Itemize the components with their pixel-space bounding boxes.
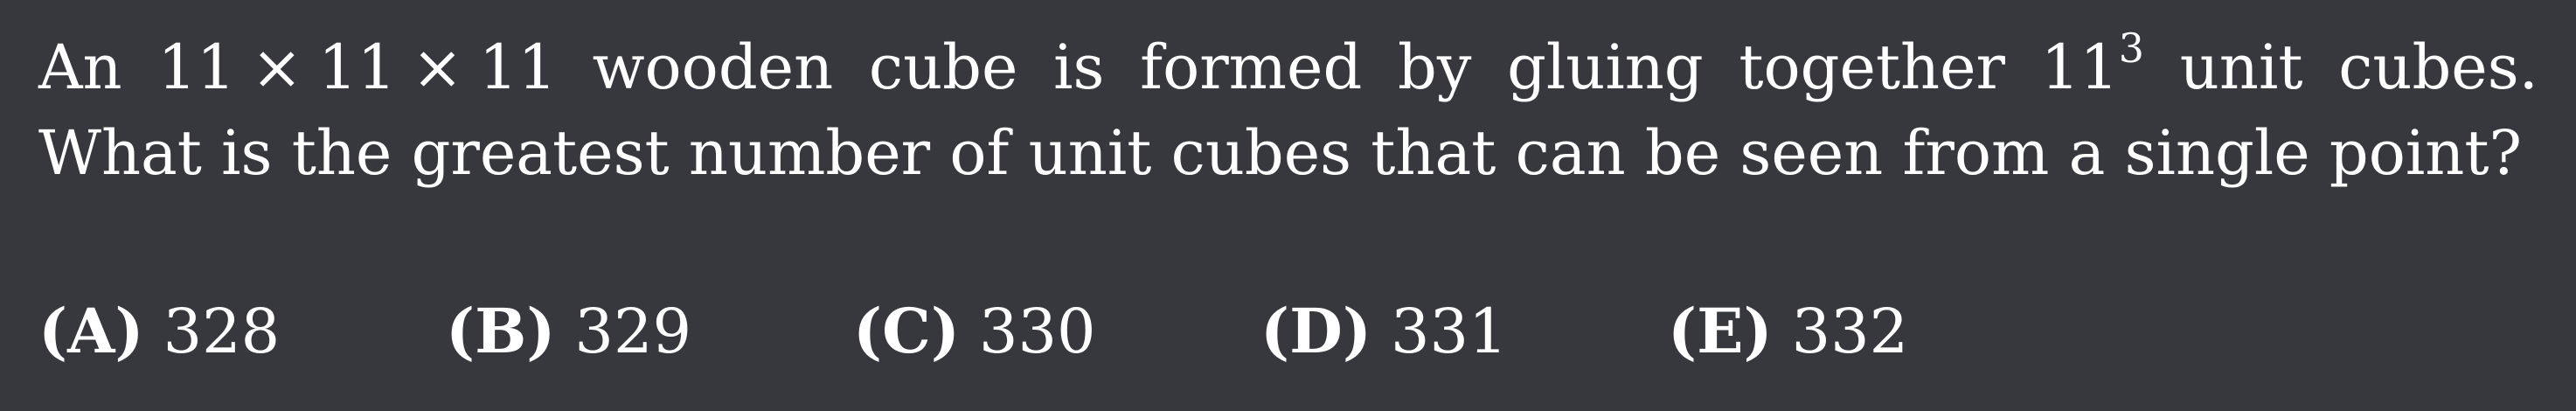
- choice-c[interactable]: [853, 292, 1260, 371]
- times-symbol: ×: [412, 31, 463, 103]
- word: cube: [868, 31, 1018, 103]
- times-symbol: ×: [251, 31, 303, 103]
- word: wooden: [592, 31, 834, 103]
- word: formed: [1140, 31, 1363, 103]
- choice-value: 332: [1791, 296, 1909, 367]
- choice-letter: (D): [1260, 295, 1371, 367]
- choice-value: 328: [163, 296, 281, 367]
- word: cubes.: [2338, 31, 2538, 103]
- question-line-2: What is the greatest number of unit cubes that can be seen from a single point?: [38, 117, 2522, 189]
- word: unit: [2179, 31, 2303, 103]
- word: is: [1053, 31, 1105, 103]
- choice-e[interactable]: [1668, 292, 2075, 371]
- answer-choices: [38, 292, 2075, 371]
- choice-letter: (B): [446, 295, 556, 367]
- number: 11: [318, 31, 397, 103]
- power-base: 11: [2040, 31, 2119, 103]
- problem-statement: [38, 24, 2538, 196]
- choice-value: 330: [978, 296, 1096, 367]
- choice-b[interactable]: [446, 292, 853, 371]
- power-exponent: 3: [2118, 24, 2145, 72]
- choice-d[interactable]: [1260, 292, 1668, 371]
- choice-value: 331: [1390, 296, 1508, 367]
- number: 11: [157, 31, 236, 103]
- choice-letter: (A): [38, 295, 144, 367]
- question-line-1: [38, 24, 2538, 110]
- choice-letter: (C): [853, 295, 960, 367]
- number: 11: [478, 31, 557, 103]
- word: An: [38, 31, 122, 103]
- choice-value: 329: [574, 296, 692, 367]
- word: together: [1739, 31, 2005, 103]
- word: by: [1398, 31, 1472, 103]
- choice-letter: (E): [1668, 295, 1773, 367]
- choice-a[interactable]: [38, 292, 446, 371]
- math-expression-power: [2041, 24, 2144, 110]
- word: gluing: [1507, 31, 1704, 103]
- math-expression-cube-dimensions: [157, 24, 557, 110]
